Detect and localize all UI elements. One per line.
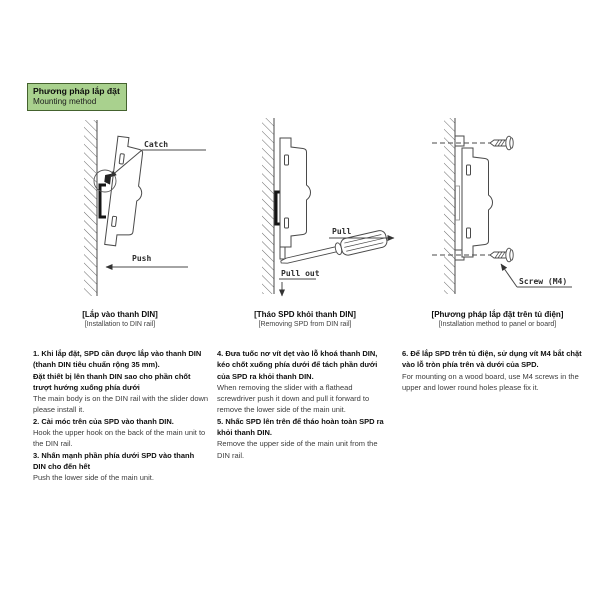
- instruction-step: Đặt thiết bị lên thanh DIN sao cho phần chốt trượt hướng xuống phía dưới: [33, 371, 191, 392]
- upper-m4-screw: [490, 136, 513, 150]
- caption-en: [Removing SPD from DIN rail]: [258, 321, 352, 328]
- instruction-step: 5. Nhấc SPD lên trên để tháo hoàn toàn SPD ra khỏi thanh DIN.: [217, 416, 384, 438]
- caption-vi: [Phương pháp lắp đặt trên tủ điện]: [431, 310, 564, 319]
- slider-latch: [280, 247, 285, 259]
- push-label: Push: [132, 254, 152, 263]
- screw-leader-arrow: [501, 264, 517, 287]
- catch-hook: [104, 173, 111, 185]
- instructions-column-1: [33, 348, 209, 484]
- caption-en: [Installation method to panel or board]: [438, 321, 557, 328]
- instruction-step: 3. Nhấn mạnh phần phía dưới SPD vào thanh DIN cho đến hết: [33, 450, 195, 471]
- wall-hatch: [84, 120, 97, 296]
- din-rail-edge: [456, 186, 460, 220]
- caption-install: [40, 310, 200, 329]
- upper-mounting-foot: [455, 136, 464, 146]
- wall-hatch: [262, 118, 274, 294]
- spd-device: [280, 138, 311, 247]
- spd-device: [462, 148, 493, 257]
- instruction-translation: For mounting on a wood board, use M4 screws in the upper and lower round holes please fix it.: [402, 371, 579, 392]
- header-title-vi: Phương pháp lắp đặt: [33, 86, 120, 96]
- mounting-method-header: [27, 83, 127, 111]
- pull-out-label: Pull out: [281, 269, 320, 278]
- header-title-en: Mounting method: [33, 97, 97, 106]
- instruction-translation: The main body is on the DIN rail with the slider down please install it.: [33, 394, 209, 415]
- instruction-step: 4. Đưa tuốc nơ vít dẹt vào lỗ khoá thanh DIN, kéo chốt xuống phía dưới để tách phần dưới của SPD ra khỏi thanh DIN.: [217, 349, 378, 381]
- diagram-remove-from-din-rail: [232, 110, 402, 302]
- din-rail: [100, 185, 106, 217]
- diagram-install-to-din-rail: [60, 112, 212, 304]
- instruction-step: 1. Khi lắp đặt, SPD cần được lắp vào thanh DIN (thanh DIN tiêu chuẩn rộng 35 mm).: [33, 349, 202, 370]
- screwdriver-shaft: [280, 247, 337, 265]
- instruction-translation: When removing the slider with a flathead screwdriver push it down and pull it forward to remove the lower side of the main unit.: [217, 382, 370, 415]
- instructions-column-3: [402, 348, 583, 393]
- pull-label: Pull: [332, 227, 352, 236]
- instruction-translation: Push the lower side of the main unit.: [33, 473, 154, 483]
- caption-vi: [Tháo SPD khỏi thanh DIN]: [254, 310, 356, 319]
- instruction-step: 2. Cài móc trên của SPD vào thanh DIN.: [33, 416, 174, 426]
- instruction-translation: Remove the upper side of the main unit from the DIN rail.: [217, 439, 378, 460]
- caption-vi: [Lắp vào thanh DIN]: [82, 310, 158, 319]
- instruction-step: 6. Để lắp SPD trên tủ điện, sử dụng vít M4 bắt chặt vào lỗ tròn phía trên và dưới của SPD.: [402, 349, 582, 370]
- instructions-column-2: [217, 348, 391, 461]
- screw-label: Screw (M4): [519, 277, 568, 286]
- lower-m4-screw: [490, 248, 513, 262]
- diagram-panel-mounting: [416, 110, 588, 302]
- caption-panel-mount: [405, 310, 590, 329]
- caption-en: [Installation to DIN rail]: [84, 321, 156, 328]
- catch-label: Catch: [144, 140, 169, 149]
- caption-remove: [225, 310, 385, 329]
- wall-hatch: [444, 118, 455, 294]
- instruction-translation: Hook the upper hook on the back of the main unit to the DIN rail.: [33, 428, 206, 449]
